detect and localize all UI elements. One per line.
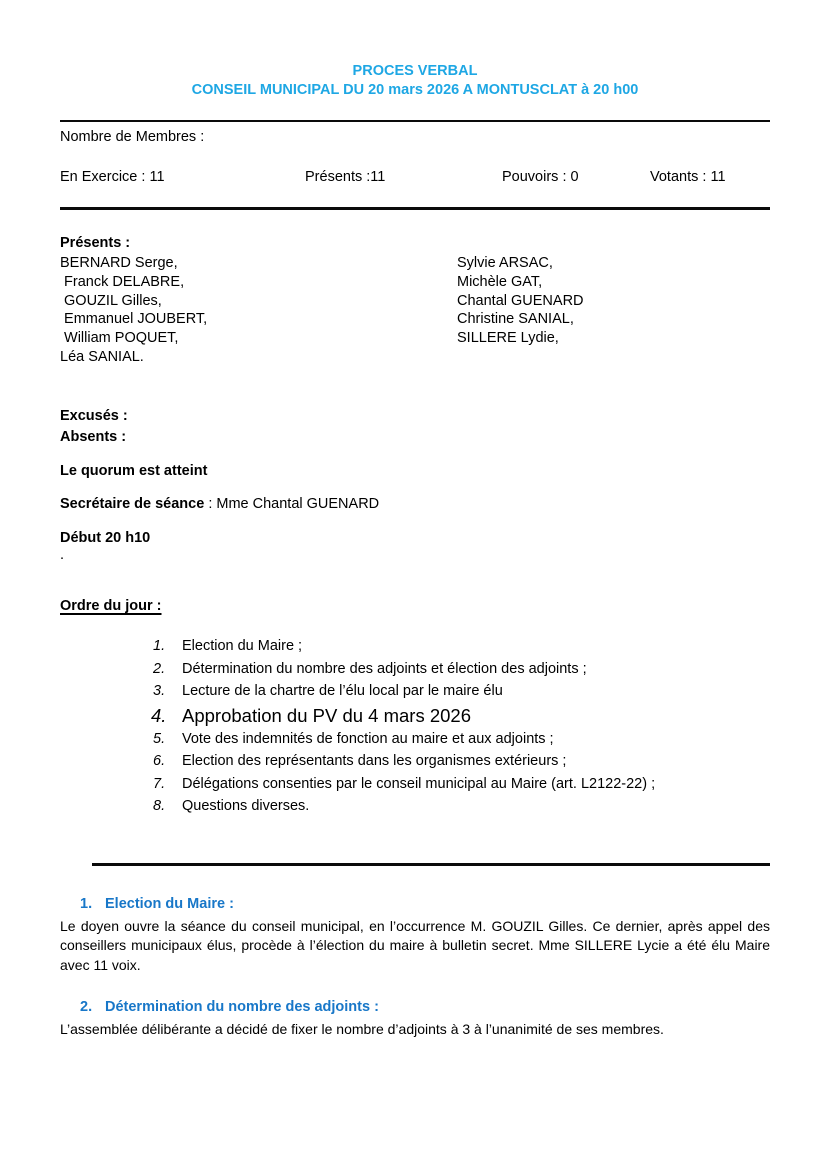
agenda-item-text: Vote des indemnités de fonction au maire et aux adjoints ; xyxy=(182,730,554,747)
secretary-line xyxy=(60,496,770,512)
excuses-heading: Excusés : xyxy=(60,408,128,425)
agenda-item-number: 3. xyxy=(153,683,166,700)
start-time: Début 20 h10 xyxy=(60,530,151,547)
presents-left-column xyxy=(60,254,457,366)
stat-en-exercice: En Exercice : 11 xyxy=(60,169,165,186)
agenda-list xyxy=(60,635,770,818)
present-name: SILLERE Lydie, xyxy=(457,330,559,347)
present-name: Christine SANIAL, xyxy=(457,311,574,328)
section-1-number: 1. xyxy=(80,895,93,912)
present-name: Emmanuel JOUBERT, xyxy=(60,311,208,328)
absents-heading: Absents : xyxy=(60,429,127,446)
title-line-1: PROCES VERBAL xyxy=(352,63,478,79)
agenda-item-number: 4. xyxy=(151,704,167,726)
present-name: Chantal GUENARD xyxy=(457,292,584,309)
stat-pouvoirs: Pouvoirs : 0 xyxy=(502,169,579,186)
agenda-item-text: Questions diverses. xyxy=(182,798,310,815)
agenda-heading-text: Ordre du jour : xyxy=(60,598,162,615)
present-name: Léa SANIAL. xyxy=(60,348,144,365)
agenda-item-number: 6. xyxy=(153,753,166,770)
presents-right-column xyxy=(457,254,770,366)
section-1-body: Le doyen ouvre la séance du conseil municipal, en l’occurrence M. GOUZIL Gilles. Ce dernier, après appel des conseillers municipaux élus, procède à l’élection du maire à bulletin secret. Mme SILLERE Lycie a été élu Maire avec 11 voix. xyxy=(60,917,770,973)
stat-presents: Présents :11 xyxy=(305,169,386,186)
divider-stats xyxy=(60,207,770,210)
presents-name-list xyxy=(60,254,770,366)
section-2-body: L’assemblée délibérante a décidé de fixer le nombre d’adjoints à 3 à l’unanimité de ses membres. xyxy=(60,1020,664,1037)
agenda-item-text: Election du Maire ; xyxy=(182,638,303,655)
agenda-item-text: Détermination du nombre des adjoints et élection des adjoints ; xyxy=(182,660,587,677)
section-1-heading xyxy=(60,896,770,912)
present-name: BERNARD Serge, xyxy=(60,255,178,272)
agenda-item xyxy=(60,750,770,773)
agenda-item-number: 5. xyxy=(153,730,166,747)
agenda-item xyxy=(60,728,770,751)
agenda-item-text: Election des représentants dans les organismes extérieurs ; xyxy=(182,753,567,770)
present-name: Sylvie ARSAC, xyxy=(457,255,553,272)
agenda-item-number: 2. xyxy=(153,660,166,677)
agenda-item-text: Délégations consenties par le conseil municipal au Maire (art. L2122-22) ; xyxy=(182,775,656,792)
quorum-statement: Le quorum est atteint xyxy=(60,463,208,480)
agenda-item xyxy=(60,703,770,728)
present-name: Michèle GAT, xyxy=(457,273,543,290)
agenda-item-number: 8. xyxy=(153,798,166,815)
agenda-item xyxy=(60,658,770,681)
agenda-item xyxy=(60,635,770,658)
section-1-title: Election du Maire : xyxy=(105,895,234,912)
stat-votants: Votants : 11 xyxy=(650,169,726,186)
members-count-label: Nombre de Membres : xyxy=(60,129,205,146)
agenda-item-text: Lecture de la chartre de l’élu local par le maire élu xyxy=(182,683,503,700)
divider-top xyxy=(60,120,770,122)
present-name: GOUZIL Gilles, xyxy=(60,292,162,309)
members-stats-row xyxy=(60,169,770,185)
agenda-item xyxy=(60,680,770,703)
secretary-label: Secrétaire de séance xyxy=(60,496,205,513)
agenda-item xyxy=(60,795,770,818)
agenda-item xyxy=(60,773,770,796)
secretary-value: : Mme Chantal GUENARD xyxy=(204,496,380,513)
agenda-item-number: 1. xyxy=(153,638,166,655)
agenda-item-text: Approbation du PV du 4 mars 2026 xyxy=(182,704,471,726)
present-name: Franck DELABRE, xyxy=(60,273,185,290)
document-title xyxy=(60,62,770,100)
section-2-heading xyxy=(60,999,770,1015)
present-name: William POQUET, xyxy=(60,330,179,347)
section-2-number: 2. xyxy=(80,998,93,1015)
section-2-title: Détermination du nombre des adjoints : xyxy=(105,998,379,1015)
agenda-item-number: 7. xyxy=(153,775,166,792)
presents-heading: Présents : xyxy=(60,235,131,252)
agenda-heading xyxy=(60,598,770,615)
stray-period: . xyxy=(60,547,65,564)
divider-sections xyxy=(92,863,770,866)
title-line-2: CONSEIL MUNICIPAL DU 20 mars 2026 A MONTUSCLAT à 20 h00 xyxy=(191,82,639,98)
